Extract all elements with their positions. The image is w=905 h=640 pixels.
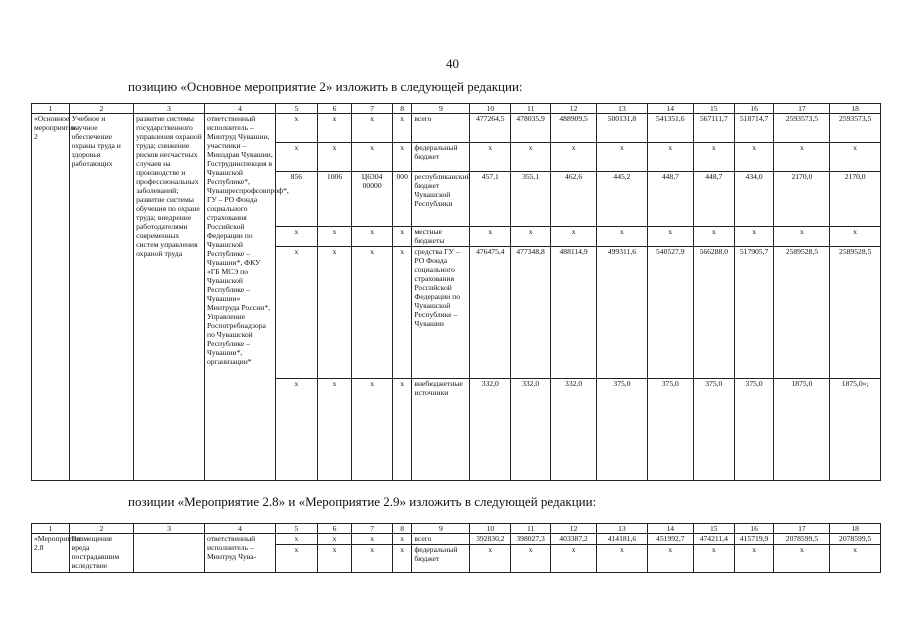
table-cell: 434,0 [734,172,774,227]
table-cell: 477264,5 [470,114,511,143]
table-cell: х [393,247,412,379]
table-cell: х [352,227,393,247]
table-cell: х [734,227,774,247]
table-cell: х [275,143,317,172]
column-number: 12 [550,524,596,534]
table-cell: х [470,545,511,573]
table-cell: 375,0 [734,379,774,481]
table-cell: х [275,114,317,143]
table-cell: х [393,114,412,143]
table-cell: х [647,545,693,573]
table-cell: 474211,4 [693,534,734,545]
table-cell: х [317,227,351,247]
column-number: 3 [134,104,205,114]
table-cell: 488114,9 [550,247,596,379]
funding-source-cell: средства ГУ – РО Фонда социального страхования Российской Федерации по Чувашской Республике – Чувашии [412,247,470,379]
column-number: 17 [774,104,830,114]
table-cell: 567111,7 [693,114,734,143]
column-number: 7 [352,524,393,534]
table-cell: 445,2 [597,172,648,227]
column-number: 1 [32,524,70,534]
table-cell: х [275,227,317,247]
table-cell: х [317,114,351,143]
table-cell: 375,0 [597,379,648,481]
measure-name-cell: «Основное мероприятие 2 [32,114,70,481]
column-number: 13 [597,104,648,114]
table-cell: 375,0 [693,379,734,481]
measure-executors-cell: ответственный исполнитель – Минтруд Чува- [205,534,276,573]
column-number: 16 [734,104,774,114]
column-number: 10 [470,524,511,534]
table-cell: х [393,534,412,545]
column-number: 15 [693,104,734,114]
column-number: 4 [205,524,276,534]
table-cell: 476475,4 [470,247,511,379]
column-number: 3 [134,524,205,534]
table-cell: х [597,545,648,573]
table-cell: х [693,227,734,247]
table-cell: 500131,8 [597,114,648,143]
table-cell: 448,7 [647,172,693,227]
column-number: 14 [647,524,693,534]
table-cell: х [275,534,317,545]
table-cell: 517905,7 [734,247,774,379]
measure-purpose-cell: Учебное и научное обеспечение охраны труда и здоровья работающих [69,114,133,481]
table-cell: х [734,545,774,573]
table-cell: х [597,227,648,247]
column-number: 12 [550,104,596,114]
table-cell: 1875,0 [774,379,830,481]
table-cell: х [734,143,774,172]
table-cell: х [647,143,693,172]
column-number: 2 [69,524,133,534]
table-cell: 541351,6 [647,114,693,143]
table-cell: х [393,227,412,247]
table-cell: 2589528,5 [774,247,830,379]
table-cell: 375,0 [647,379,693,481]
funding-source-cell: всего [412,534,470,545]
table-cell: х [352,534,393,545]
table-cell: х [275,247,317,379]
table-cell: х [550,143,596,172]
table-cell: х [693,143,734,172]
column-number: 6 [317,524,351,534]
table-cell: 2170,0 [830,172,881,227]
table-cell: 518714,7 [734,114,774,143]
column-number: 17 [774,524,830,534]
table-row [32,534,881,545]
column-number-row [32,524,881,534]
table-cell: 2078599,5 [774,534,830,545]
table-cell: 414181,6 [597,534,648,545]
table-cell: х [693,545,734,573]
column-number: 10 [470,104,511,114]
table-cell: 2170,0 [774,172,830,227]
table-cell: 355,1 [511,172,551,227]
measure-purpose-cell: Возмещение вреда пострадавшим вследствие [69,534,133,573]
column-number: 1 [32,104,70,114]
column-number: 11 [511,524,551,534]
table-cell: 2078599,5 [830,534,881,545]
measure-name-cell: «Мероприятие 2.8 [32,534,70,573]
table-cell: 000 [393,172,412,227]
table-cell: х [470,143,511,172]
column-number: 5 [275,104,317,114]
section-heading-1: позицию «Основное мероприятие 2» изложить в следующей редакции: [128,79,523,94]
table-cell: 332,0 [470,379,511,481]
funding-source-cell: федеральный бюджет [412,545,470,573]
table-cell: 457,1 [470,172,511,227]
table-cell: 499311,6 [597,247,648,379]
column-number: 13 [597,524,648,534]
table-cell: х [393,545,412,573]
table-cell: х [511,227,551,247]
column-number: 9 [412,104,470,114]
table-cell: х [830,143,881,172]
table-row [32,114,881,143]
funding-source-cell: местные бюджеты [412,227,470,247]
measure-tasks-cell [134,534,205,573]
table-cell: х [275,545,317,573]
funding-source-cell: федеральный бюджет [412,143,470,172]
column-number: 18 [830,104,881,114]
table-cell: х [317,534,351,545]
table-cell: х [393,143,412,172]
column-number: 15 [693,524,734,534]
table-cell: 566288,0 [693,247,734,379]
table-cell: х [550,227,596,247]
section-heading-2: позиции «Мероприятие 2.8» и «Мероприятие 2.9» изложить в следующей редакции: [128,494,597,509]
table-cell: х [317,247,351,379]
table-cell: х [830,545,881,573]
page-number: 40 [446,56,459,71]
table-cell: 477348,8 [511,247,551,379]
table-cell: 488909,5 [550,114,596,143]
table-cell: 2593573,5 [774,114,830,143]
column-number: 8 [393,524,412,534]
table-cell: х [550,545,596,573]
table-cell: х [597,143,648,172]
column-number: 6 [317,104,351,114]
table-cell: х [352,114,393,143]
column-number: 14 [647,104,693,114]
table-cell: 398027,3 [511,534,551,545]
program-table-1 [31,103,881,481]
column-number: 2 [69,104,133,114]
column-number: 9 [412,524,470,534]
measure-executors-cell: ответственный исполнитель – Минтруд Чувашии, участники – Минздрав Чувашии, Гострудинспекция в Чувашской Республике*, Чувашреспрофсовпроф*, ГУ – РО Фонда социального страхования Российской Федерации по Чувашской Республике – Чувашии*, ФКУ «ГБ МСЭ по Чувашской Республике – Чувашии» Минтруда России*, Управление Роспотребнадзора по Чувашской Республике – Чувашии*, организации* [205,114,276,481]
table-cell: 448,7 [693,172,734,227]
table-cell: 1875,0»; [830,379,881,481]
table-cell: 2589528,5 [830,247,881,379]
column-number: 11 [511,104,551,114]
table-cell: 332,0 [511,379,551,481]
funding-source-cell: всего [412,114,470,143]
column-number: 4 [205,104,276,114]
table-cell: х [275,379,317,481]
table-cell: 540527,9 [647,247,693,379]
column-number: 8 [393,104,412,114]
table-cell: 403387,2 [550,534,596,545]
table-cell: 856 [275,172,317,227]
column-number: 16 [734,524,774,534]
column-number: 18 [830,524,881,534]
table-cell: 2593573,5 [830,114,881,143]
table-cell: Ц6304 00000 [352,172,393,227]
table-cell: х [774,143,830,172]
funding-source-cell: республиканский бюджет Чувашской Республики [412,172,470,227]
table-cell: 451992,7 [647,534,693,545]
table-cell: х [774,545,830,573]
column-number: 7 [352,104,393,114]
measure-tasks-cell: развитие системы государственного управления охраной труда; снижение рисков несчастных случаев на производстве и профессиональных заболеваний; развитие системы обучения по охране труда; внедрение работодателями современных систем управления охраной труда [134,114,205,481]
program-table-2 [31,523,881,573]
table-cell: х [470,227,511,247]
table-cell: 478035,9 [511,114,551,143]
table-cell: х [511,143,551,172]
table-cell: 415719,9 [734,534,774,545]
funding-source-cell: внебюджетные источники [412,379,470,481]
table-cell: х [352,379,393,481]
table-cell: 332,0 [550,379,596,481]
table-cell: х [352,143,393,172]
table-cell: х [352,247,393,379]
table-cell: х [511,545,551,573]
table-cell: х [830,227,881,247]
column-number-row [32,104,881,114]
table-cell: х [317,143,351,172]
table-cell: х [317,545,351,573]
table-cell: х [647,227,693,247]
table-cell: 462,6 [550,172,596,227]
table-cell: 392830,2 [470,534,511,545]
table-cell: х [317,379,351,481]
table-cell: х [393,379,412,481]
column-number: 5 [275,524,317,534]
table-cell: х [774,227,830,247]
table-cell: х [352,545,393,573]
table-cell: 1006 [317,172,351,227]
